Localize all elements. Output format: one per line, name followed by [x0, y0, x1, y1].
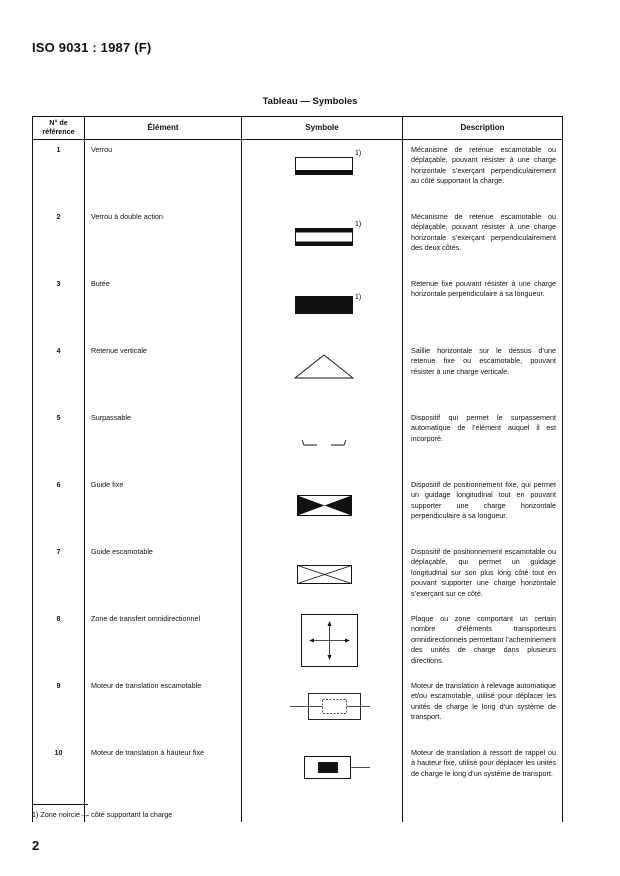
row-description: Saillie horizontale sur le dessus d’une retenue fixe ou escamotable, pouvant résister à une charge verticale. — [403, 341, 563, 408]
row-element: Butée — [85, 274, 242, 341]
omnidirectional-zone-symbol-icon — [242, 609, 403, 671]
row-ref: 2 — [33, 207, 85, 274]
col-header-element: Élément — [85, 117, 242, 140]
standard-id: ISO 9031 : 1987 (F) — [32, 40, 152, 55]
row-ref: 4 — [33, 341, 85, 408]
lock-symbol-icon — [242, 140, 403, 202]
row-ref: 6 — [33, 475, 85, 542]
row-symbol-cell — [242, 274, 403, 341]
fixed-guide-symbol-icon — [242, 475, 403, 537]
row-description: Plaque ou zone comportant un certain nombre d’éléments transporteurs omnidirectionnels permettant l’acheminement des unités de charge dans plusieurs directions. — [403, 609, 563, 676]
vertical-retainer-symbol-icon — [242, 341, 403, 403]
row-symbol-cell — [242, 609, 403, 676]
table-title: Tableau — Symboles — [262, 96, 358, 107]
stop-symbol-icon — [242, 274, 403, 336]
row-symbol-cell — [242, 743, 403, 810]
row-ref: 7 — [33, 542, 85, 609]
row-ref: 10 — [33, 743, 85, 810]
row-ref: 9 — [33, 676, 85, 743]
row-description: Dispositif qui permet le surpassement automatique de l’élément auquel il est incorporé. — [403, 408, 563, 475]
col-header-description: Description — [403, 117, 563, 140]
row-element: Guide fixe — [85, 475, 242, 542]
symbols-table — [32, 116, 563, 822]
row-symbol-cell — [242, 140, 403, 208]
table-row — [33, 743, 563, 810]
row-description: Mécanisme de retenue escamotable ou déplaçable, pouvant résister à une charge horizontale s’exerçant perpendiculairement des deux côtés. — [403, 207, 563, 274]
table-row — [33, 274, 563, 341]
table-row — [33, 408, 563, 475]
retractable-drive-symbol-icon — [242, 676, 403, 738]
row-footnote-ref: 1) — [355, 294, 362, 301]
row-element: Surpassable — [85, 408, 242, 475]
row-element: Moteur de translation escamotable — [85, 676, 242, 743]
row-element: Verrou à double action — [85, 207, 242, 274]
col-header-symbol: Symbole — [242, 117, 403, 140]
row-footnote-ref: 1) — [355, 150, 362, 157]
table-row — [33, 676, 563, 743]
col-header-ref: N° de référence — [33, 117, 85, 140]
fixed-height-drive-symbol-icon — [242, 743, 403, 805]
row-ref: 1 — [33, 140, 85, 208]
row-ref: 8 — [33, 609, 85, 676]
row-description: Retenue fixe pouvant résister à une charge horizontale perpendiculaire à sa longueur. — [403, 274, 563, 341]
page-number: 2 — [32, 838, 40, 853]
footnote: 1) Zone noircie — côté supportant la charge — [32, 810, 173, 819]
table-row — [33, 207, 563, 274]
table-header-row — [33, 117, 563, 140]
table-row — [33, 140, 563, 208]
row-element: Verrou — [85, 140, 242, 208]
row-ref: 5 — [33, 408, 85, 475]
row-symbol-cell — [242, 341, 403, 408]
row-symbol-cell — [242, 408, 403, 475]
row-element: Zone de transfert omnidirectionnel — [85, 609, 242, 676]
row-symbol-cell — [242, 676, 403, 743]
row-description: Dispositif de positionnement fixe, qui permet un guidage longitudinal tout en pouvant supporter une charge horizontale perpendiculaire à sa longueur. — [403, 475, 563, 542]
footnote-rule — [32, 804, 88, 805]
table-row — [33, 542, 563, 609]
row-symbol-cell — [242, 475, 403, 542]
row-ref: 3 — [33, 274, 85, 341]
row-description: Moteur de translation à relevage automatique et/ou escamotable, utilisé pour déplacer les unités de charge le long d’un système de transport. — [403, 676, 563, 743]
row-element: Retenue verticale — [85, 341, 242, 408]
row-symbol-cell — [242, 542, 403, 609]
row-symbol-cell — [242, 207, 403, 274]
row-element: Moteur de translation à hauteur fixe — [85, 743, 242, 810]
table-row — [33, 341, 563, 408]
table-row — [33, 609, 563, 676]
row-element: Guide escamotable — [85, 542, 242, 609]
table-row — [33, 475, 563, 542]
overridable-symbol-icon — [242, 408, 403, 470]
row-footnote-ref: 1) — [355, 221, 362, 228]
row-description: Dispositif de positionnement escamotable ou déplaçable, qui permet un guidage longitudinal sur son plus long côté tout en pouvant supporter une charge horizontale s’exerçant sur ce côté. — [403, 542, 563, 609]
row-description: Mécanisme de retenue escamotable ou déplaçable, pouvant résister à une charge horizontale s’exerçant perpendiculairement au côté supportant la charge. — [403, 140, 563, 208]
row-description: Moteur de translation à ressort de rappel ou à hauteur fixe, utilisé pour déplacer les unités de charge le long d’un système de transport. — [403, 743, 563, 810]
double-lock-symbol-icon — [242, 207, 403, 269]
retractable-guide-symbol-icon — [242, 542, 403, 604]
